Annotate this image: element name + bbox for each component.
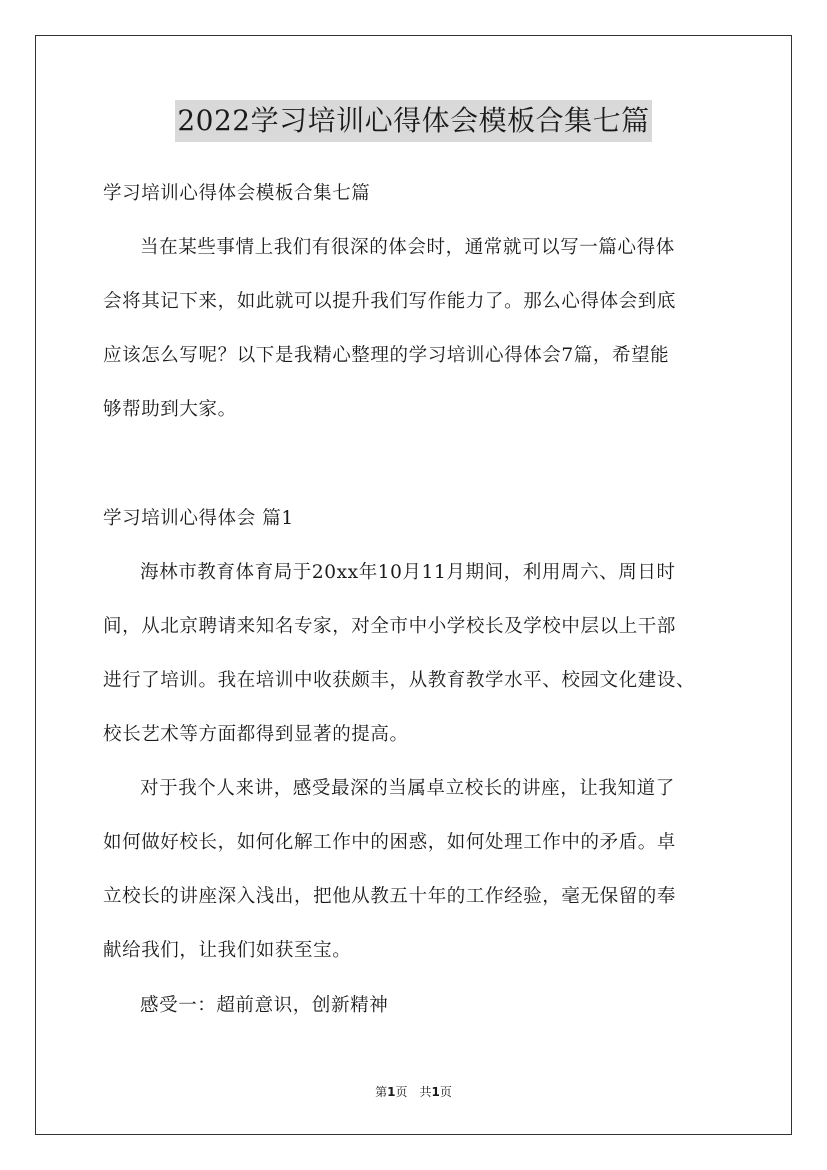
paragraph-line: 够帮助到大家。: [103, 399, 237, 420]
footer-page-current: 1: [387, 1085, 396, 1099]
footer-page-suffix: 页: [439, 1085, 452, 1099]
section-heading: 学习培训心得体会 篇1: [103, 508, 294, 529]
paragraph-line: 会将其记下来，如此就可以提升我们写作能力了。那么心得体会到底: [103, 291, 677, 312]
paragraph-line: 立校长的讲座深入浅出，把他从教五十年的工作经验，毫无保留的奉: [103, 886, 677, 907]
subtitle-line: 学习培训心得体会模板合集七篇: [103, 183, 371, 204]
paragraph-line: 当在某些事情上我们有很深的体会时，通常就可以写一篇心得体: [140, 237, 675, 258]
document-title: 2022学习培训心得体会模板合集七篇: [175, 100, 651, 142]
paragraph-line: 感受一：超前意识，创新精神: [140, 995, 389, 1016]
footer-page-prefix: 第: [375, 1085, 388, 1099]
paragraph-line: 校长艺术等方面都得到显著的提高。: [103, 724, 409, 745]
paragraph-line: 应该怎么写呢？以下是我精心整理的学习培训心得体会7篇，希望能: [103, 345, 670, 366]
paragraph-line: 进行了培训。我在培训中收获颇丰，从教育教学水平、校园文化建设、: [103, 670, 696, 691]
title-container: [0, 100, 827, 142]
paragraph-line: 海林市教育体育局于20xx年10月11月期间，利用周六、周日时: [140, 562, 676, 583]
footer-page-total: 1: [431, 1085, 440, 1099]
paragraph-line: 间，从北京聘请来知名专家，对全市中小学校长及学校中层以上干部: [103, 616, 677, 637]
paragraph-line: 献给我们，让我们如获至宝。: [103, 940, 352, 961]
footer-page-mid: 页 共: [395, 1085, 432, 1099]
paragraph-line: 如何做好校长，如何化解工作中的困惑，如何处理工作中的矛盾。卓: [103, 832, 677, 853]
page-footer: [0, 1084, 827, 1100]
paragraph-line: 对于我个人来讲，感受最深的当属卓立校长的讲座，让我知道了: [140, 778, 675, 799]
